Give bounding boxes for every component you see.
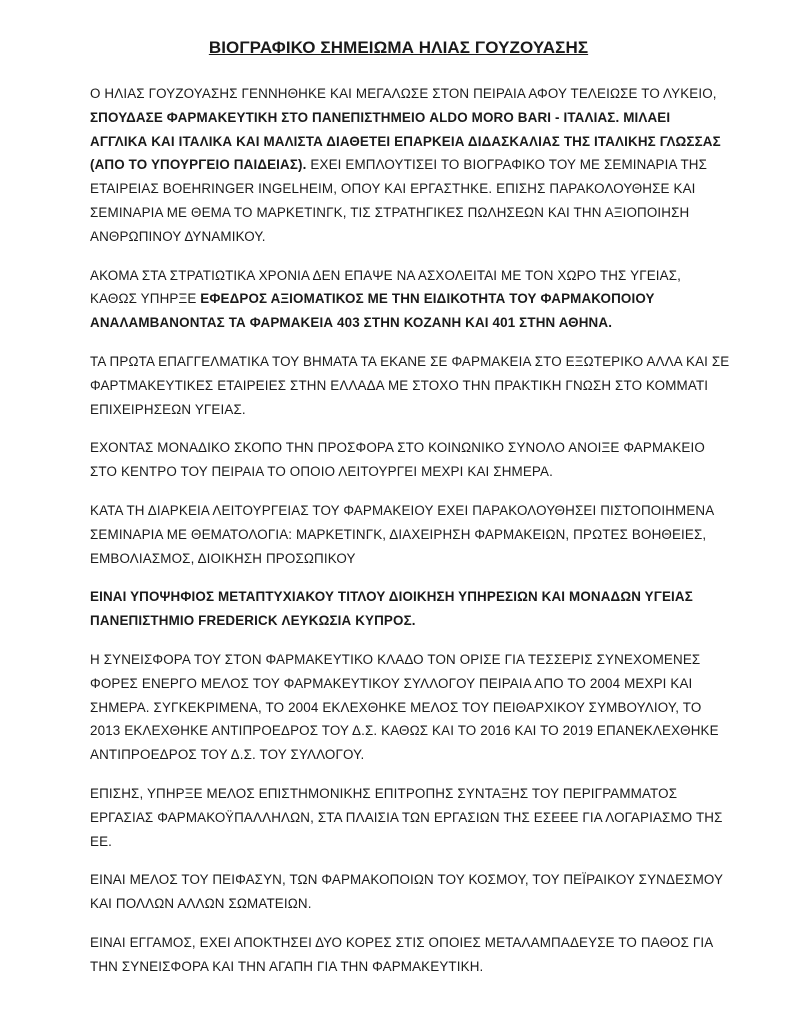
paragraph-pharmacy: ΕΧΟΝΤΑΣ ΜΟΝΑΔΙΚΟ ΣΚΟΠΟ ΤΗΝ ΠΡΟΣΦΟΡΑ ΣΤΟ ΚΟΙΝΩΝΙΚΟ ΣΥΝΟΛΟ ΑΝΟΙΞΕ ΦΑΡΜΑΚΕΙΟ ΣΤΟ ΚΕΝΤΡΟ ΤΟΥ ΠΕΙΡΑΙΑ ΤΟ ΟΠΟΙΟ ΛΕΙΤΟΥΡΓΕΙ ΜΕΧΡΙ ΚΑΙ ΣΗΜΕΡΑ.: [90, 440, 705, 480]
paragraph-first-steps: ΤΑ ΠΡΩΤΑ ΕΠΑΓΓΕΛΜΑΤΙΚΑ ΤΟΥ ΒΗΜΑΤΑ ΤΑ ΕΚΑΝΕ ΣΕ ΦΑΡΜΑΚΕΙΑ ΣΤΟ ΕΞΩΤΕΡΙΚΟ ΑΛΛΑ ΚΑΙ ΣΕ ΦΑΡΤΜΑΚΕΥΤΙΚΕΣ ΕΤΑΙΡΕΙΕΣ ΣΤΗΝ ΕΛΛΑΔΑ ΜΕ ΣΤΟΧΟ ΤΗΝ ΠΡΑΚΤΙΚΗ ΓΝΩΣΗ ΣΤΟ ΚΟΜΜΑΤΙ ΕΠΙΧΕΙΡΗΣΕΩΝ ΥΓΕΙΑΣ.: [90, 353, 730, 417]
document-title: ΒΙΟΓΡΑΦΙΚΟ ΣΗΜΕΙΩΜΑ ΗΛΙΑΣ ΓΟΥΖΟΥΑΣΗΣ: [208, 38, 589, 57]
paragraph-military-bold: ΕΦΕΔΡΟΣ ΑΞΙΟΜΑΤΙΚΟΣ ΜΕ ΤΗΝ ΕΙΔΙΚΟΤΗΤΑ ΤΟΥ ΦΑΡΜΑΚΟΠΟΙΟΥ ΑΝΑΛΑΜΒΑΝΟΝΤΑΣ ΤΑ ΦΑΡΜΑΚΕΙΑ 403 ΣΤΗΝ ΚΟΖΑΝΗ ΚΑΙ 401 ΣΤΗΝ ΑΘΗΝΑ.: [90, 291, 655, 331]
paragraph-memberships: ΕΙΝΑΙ ΜΕΛΟΣ ΤΟΥ ΠΕΙΦΑΣΥΝ, ΤΩΝ ΦΑΡΜΑΚΟΠΟΙΩΝ ΤΟΥ ΚΟΣΜΟΥ, ΤΟΥ ΠΕΪΡΑΙΚΟΥ ΣΥΝΔΕΣΜΟΥ ΚΑΙ ΠΟΛΛΩΝ ΑΛΛΩΝ ΣΩΜΑΤΕΙΩΝ.: [90, 872, 723, 912]
paragraph-military: [90, 264, 730, 335]
paragraph-masters: [90, 585, 730, 633]
paragraph-seminars: ΚΑΤΑ ΤΗ ΔΙΑΡΚΕΙΑ ΛΕΙΤΟΥΡΓΕΙΑΣ ΤΟΥ ΦΑΡΜΑΚΕΙΟΥ ΕΧΕΙ ΠΑΡΑΚΟΛΟΥΘΗΣΕΙ ΠΙΣΤΟΠΟΙΗΜΕΝΑ ΣΕΜΙΝΑΡΙΑ ΜΕ ΘΕΜΑΤΟΛΟΓΙΑ: ΜΑΡΚΕΤΙΝΓΚ, ΔΙΑΧΕΙΡΗΣΗ ΦΑΡΜΑΚΕΙΩΝ, ΠΡΩΤΕΣ ΒΟΗΘΕΙΕΣ, ΕΜΒΟΛΙΑΣΜΟΣ, ΔΙΟΙΚΗΣΗ ΠΡΟΣΩΠΙΚΟΥ: [90, 502, 714, 566]
paragraph-military-intro: ΑΚΟΜΑ ΣΤΑ ΣΤΡΑΤΙΩΤΙΚΑ ΧΡΟΝΙΑ ΔΕΝ ΕΠΑΨΕ ΝΑ ΑΣΧΟΛΕΙΤΑΙ ΜΕ ΤΟΝ ΧΩΡΟ ΤΗΣ ΥΓΕΙΑΣ, ΚΑΘΩΣ ΥΠΗΡΞΕ: [90, 267, 682, 307]
paragraph-committee: ΕΠΙΣΗΣ, ΥΠΗΡΞΕ ΜΕΛΟΣ ΕΠΙΣΤΗΜΟΝΙΚΗΣ ΕΠΙΤΡΟΠΗΣ ΣΥΝΤΑΞΗΣ ΤΟΥ ΠΕΡΙΓΡΑΜΜΑΤΟΣ ΕΡΓΑΣΙΑΣ ΦΑΡΜΑΚΟΫΠΑΛΛΗΛΩΝ, ΣΤΑ ΠΛΑΙΣΙΑ ΤΩΝ ΕΡΓΑΣΙΩΝ ΤΗΣ ΕΣΕΕΕ ΓΙΑ ΛΟΓΑΡΙΑΣΜΟ ΤΗΣ ΕΕ.: [90, 785, 723, 849]
paragraph-association: Η ΣΥΝΕΙΣΦΟΡΑ ΤΟΥ ΣΤΟΝ ΦΑΡΜΑΚΕΥΤΙΚΟ ΚΛΑΔΟ ΤΟΝ ΟΡΙΣΕ ΓΙΑ ΤΕΣΣΕΡΙΣ ΣΥΝΕΧΟΜΕΝΕΣ ΦΟΡΕΣ ΕΝΕΡΓΟ ΜΕΛΟΣ ΤΟΥ ΦΑΡΜΑΚΕΥΤΙΚΟΥ ΣΥΛΛΟΓΟΥ ΠΕΙΡΑΙΑ ΑΠΟ ΤΟ 2004 ΜΕΧΡΙ ΚΑΙ ΣΗΜΕΡΑ. ΣΥΓΚΕΚΡΙΜΕΝΑ, ΤΟ 2004 ΕΚΛΕΧΘΗΚΕ ΜΕΛΟΣ ΤΟΥ ΠΕΙΘΑΡΧΙΚΟΥ ΣΥΜΒΟΥΛΙΟΥ, ΤΟ 2013 ΕΚΛΕΧΘΗΚΕ ΑΝΤΙΠΡΟΕΔΡΟΣ ΤΟΥ Δ.Σ. ΚΑΘΩΣ ΚΑΙ ΤΟ 2016 ΚΑΙ ΤΟ 2019 ΕΠΑΝΕΚΛΕΧΘΗΚΕ ΑΝΤΙΠΡΟΕΔΡΟΣ ΤΟΥ Δ.Σ. ΤΟΥ ΣΥΛΛΟΓΟΥ.: [90, 651, 719, 763]
document-body: [90, 82, 730, 994]
paragraph-education-rest: ΕΧΕΙ ΕΜΠΛΟΥΤΙΣΕΙ ΤΟ ΒΙΟΓΡΑΦΙΚΟ ΤΟΥ ΜΕ ΣΕΜΙΝΑΡΙΑ ΤΗΣ ΕΤΑΙΡΕΙΑΣ BOEHRINGER INGELHEIM, ΟΠΟΥ ΚΑΙ ΕΡΓΑΣΤΗΚΕ. ΕΠΙΣΗΣ ΠΑΡΑΚΟΛΟΥΘΗΣΕ ΚΑΙ ΣΕΜΙΝΑΡΙΑ ΜΕ ΘΕΜΑ ΤΟ ΜΑΡΚΕΤΙΝΓΚ, ΤΙΣ ΣΤΡΑΤΗΓΙΚΕΣ ΠΩΛΗΣΕΩΝ ΚΑΙ ΤΗΝ ΑΞΙΟΠΟΙΗΣΗ ΑΝΘΡΩΠΙΝΟΥ ΔΥΝΑΜΙΚΟΥ.: [90, 157, 708, 244]
paragraph-masters-bold: ΕΙΝΑΙ ΥΠΟΨΗΦΙΟΣ ΜΕΤΑΠΤΥΧΙΑΚΟΥ ΤΙΤΛΟΥ ΔΙΟΙΚΗΣΗ ΥΠΗΡΕΣΙΩΝ ΚΑΙ ΜΟΝΑΔΩΝ ΥΓΕΙΑΣ ΠΑΝΕΠΙΣΤΗΜΙΟ FREDERICK ΛΕΥΚΩΣΙΑ ΚΥΠΡΟΣ.: [90, 589, 693, 629]
paragraph-education-bold: ΣΠΟΥΔΑΣΕ ΦΑΡΜΑΚΕΥΤΙΚΗ ΣΤΟ ΠΑΝΕΠΙΣΤΗΜΕΙΟ ALDO MORO BARI - ΙΤΑΛΙΑΣ. ΜΙΛΑΕΙ ΑΓΓΛΙΚΑ ΚΑΙ ΙΤΑΛΙΚΑ ΚΑΙ ΜΑΛΙΣΤΑ ΔΙΑΘΕΤΕΙ ΕΠΑΡΚΕΙΑ ΔΙΔΑΣΚΑΛΙΑΣ ΤΗΣ ΙΤΑΛΙΚΗΣ ΓΛΩΣΣΑΣ (ΑΠΟ ΤΟ ΥΠΟΥΡΓΕΙΟ ΠΑΙΔΕΙΑΣ).: [90, 109, 721, 173]
paragraph-education: [90, 82, 730, 249]
paragraph-education-intro: Ο ΗΛΙΑΣ ΓΟΥΖΟΥΑΣΗΣ ΓΕΝΝΗΘΗΚΕ ΚΑΙ ΜΕΓΑΛΩΣΕ ΣΤΟΝ ΠΕΙΡΑΙΑ ΑΦΟΥ ΤΕΛΕΙΩΣΕ ΤΟ ΛΥΚΕΙΟ,: [90, 86, 717, 101]
paragraph-family: ΕΙΝΑΙ ΕΓΓΑΜΟΣ, ΕΧΕΙ ΑΠΟΚΤΗΣΕΙ ΔΥΟ ΚΟΡΕΣ ΣΤΙΣ ΟΠΟΙΕΣ ΜΕΤΑΛΑΜΠΑΔΕΥΣΕ ΤΟ ΠΑΘΟΣ ΓΙΑ ΤΗΝ ΣΥΝΕΙΣΦΟΡΑ ΚΑΙ ΤΗΝ ΑΓΑΠΗ ΓΙΑ ΤΗΝ ΦΑΡΜΑΚΕΥΤΙΚΗ.: [90, 934, 713, 974]
